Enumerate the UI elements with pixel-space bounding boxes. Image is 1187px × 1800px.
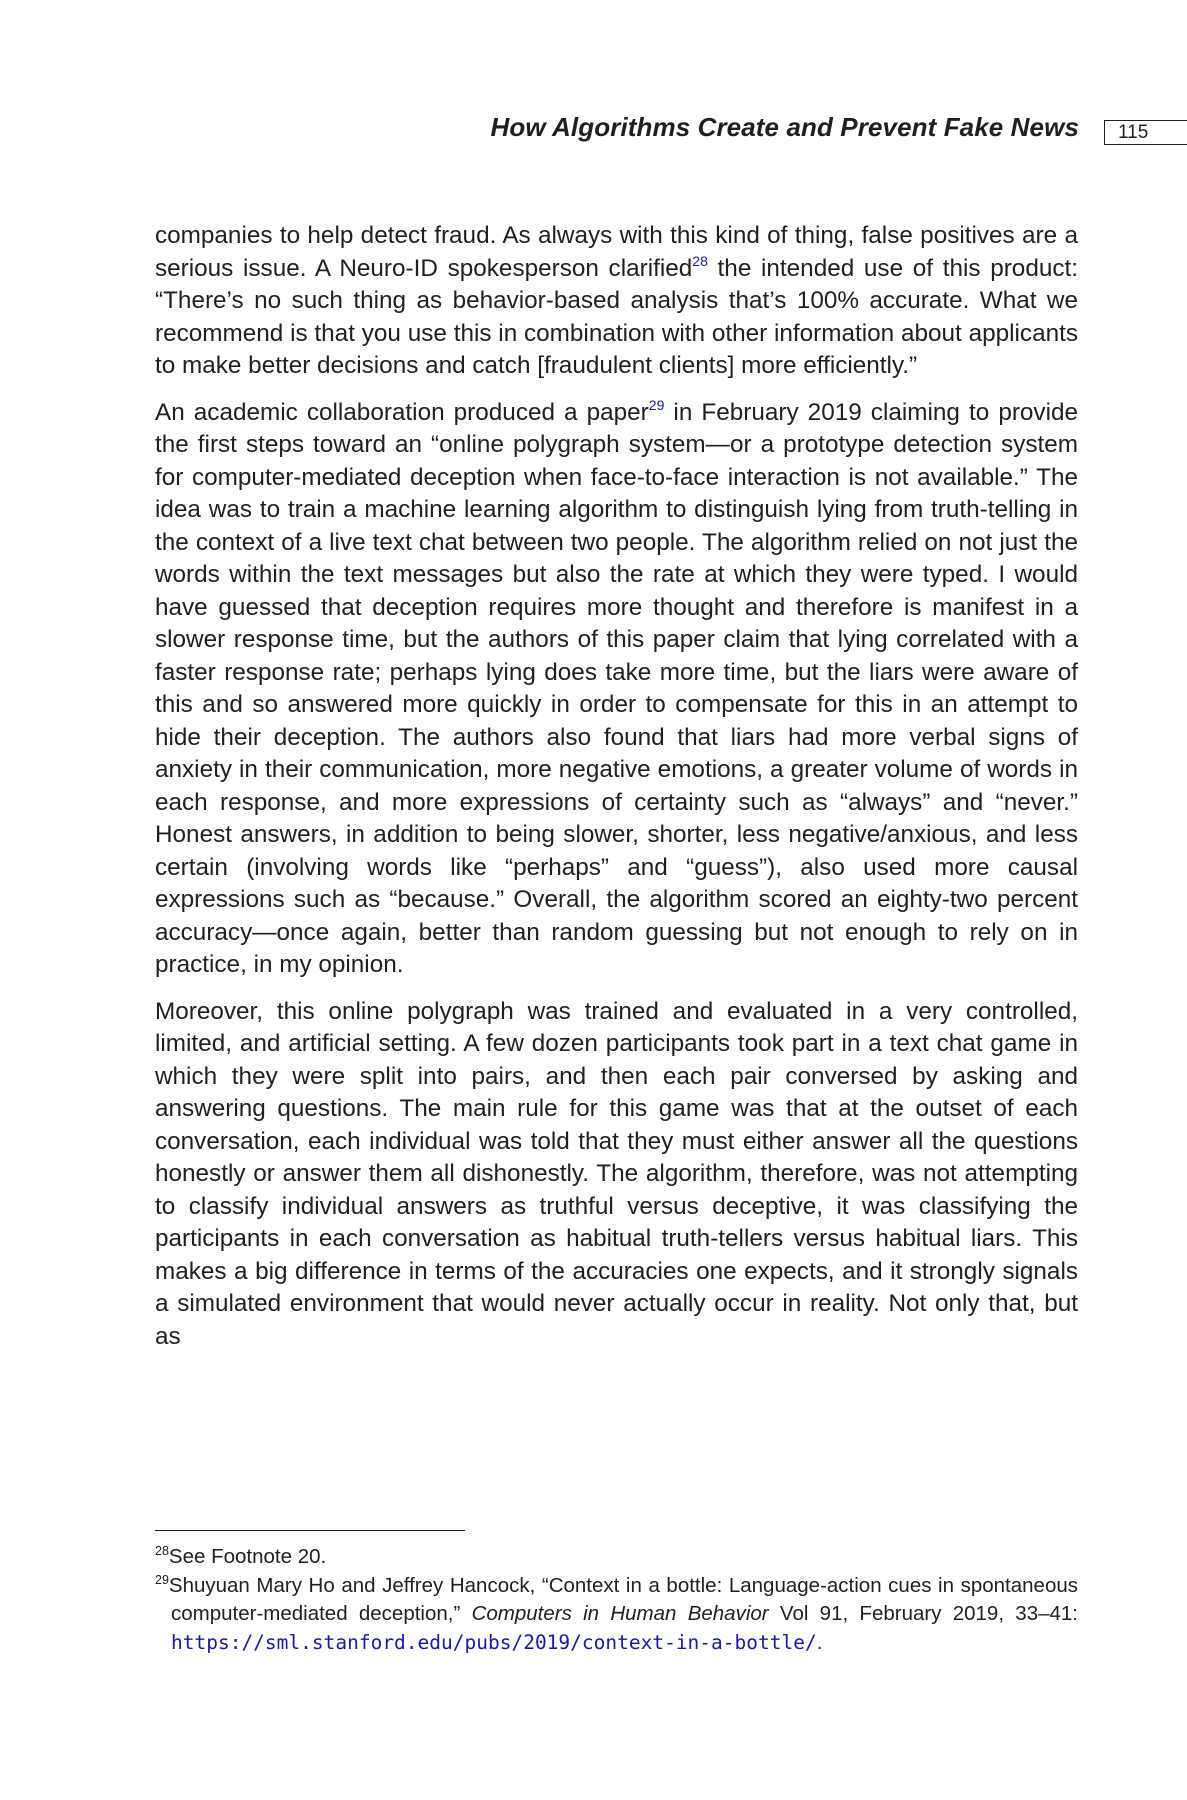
footnote-29-text-a: Shuyuan Mary Ho and Jeffrey Hancock, “Context in a bottle: Language-action cues in spontaneous computer-mediated deception,” [168, 1573, 1078, 1625]
footnote-29-journal: Computers in Human Behavior [471, 1602, 769, 1625]
paragraph-1-text-a: companies to help detect fraud. As always with this kind of thing, false positives are a serious issue. A Neuro-ID spokesperson clarified [155, 222, 1078, 282]
footnote-29 [155, 1572, 1078, 1658]
footnote-29-link[interactable]: https://sml.stanford.edu/pubs/2019/context-in-a-bottle/ [171, 1630, 817, 1654]
paragraph-1 [155, 220, 1078, 383]
running-head-title: How Algorithms Create and Prevent Fake News [490, 112, 1079, 142]
footnote-ref-28[interactable]: 28 [692, 252, 708, 269]
footnote-28-text: See Footnote 20. [168, 1545, 327, 1568]
footnote-ref-29[interactable]: 29 [648, 396, 665, 413]
footnote-28 [155, 1543, 1078, 1572]
paragraph-2-text-a: An academic collaboration produced a paper [155, 398, 649, 426]
footnote-29-text-b: Vol 91, February 2019, 33–41: [768, 1602, 1079, 1625]
paragraph-3: Moreover, this online polygraph was trained and evaluated in a very controlled, limited, and artificial setting. A few dozen participants took part in a text chat game in which they were split into pairs, and then each pair conversed by asking and answering questions. The main rule for this game was that at the outset of each conversation, each individual was told that they must either answer all the questions honestly or answer them all dishonestly. The algorithm, therefore, was not attempting to classify individual answers as truthful versus deceptive, it was classifying the participants in each conversation as habitual truth-tellers versus habitual liars. This makes a big difference in terms of the accuracies one expects, and it strongly signals a simulated environment that would never actually occur in reality. Not only that, but as [155, 997, 1078, 1350]
page-number: 115 [1118, 122, 1149, 143]
paragraph-2 [155, 397, 1078, 982]
page-number-box [1104, 120, 1187, 145]
paragraph-2-text-b: in February 2019 claiming to provide the first steps toward an “online polygraph system—or a prototype detection system for computer-mediated deception when face-to-face interaction is not available.” The idea was to train a machine learning algorithm to distinguish lying from truth-telling in the context of a live text chat between two people. The algorithm relied on not just the words within the text messages but also the rate at which they were typed. I would have guessed that deception requires more thought and therefore is manifest in a slower response time, but the authors of this paper claim that lying correlated with a faster response rate; perhaps lying does take more time, but the liars were aware of this and so answered more quickly in order to compensate for this in an attempt to hide their deception. The authors also found that liars had more verbal signs of anxiety in their communication, more negative emotions, a greater volume of words in each response, and more expressions of certainty such as “always” and “never.” Honest answers, in addition to being slower, shorter, less negative/anxious, and less certain (involving words like “perhaps” and “guess”), also used more causal expressions such as “because.” Overall, the algorithm scored an eighty-two percent accuracy—once again, better than random guessing but not enough to rely on in practice, in my opinion. [155, 398, 1079, 978]
paragraph-1-text-b: the intended use of this product: “There’s no such thing as behavior-based analysis that’s 100% accurate. What we recommend is that you use this in combination with other information about applicants to make better decisions and catch [fraudulent clients] more efficiently.” [155, 254, 1078, 379]
footnote-divider [155, 1530, 465, 1531]
footnotes [155, 1543, 1078, 1657]
footnote-28-number: 28 [155, 1544, 169, 1558]
body-text [155, 220, 1078, 1367]
footnote-29-number: 29 [155, 1572, 169, 1587]
footnote-29-text-c: . [816, 1630, 823, 1654]
